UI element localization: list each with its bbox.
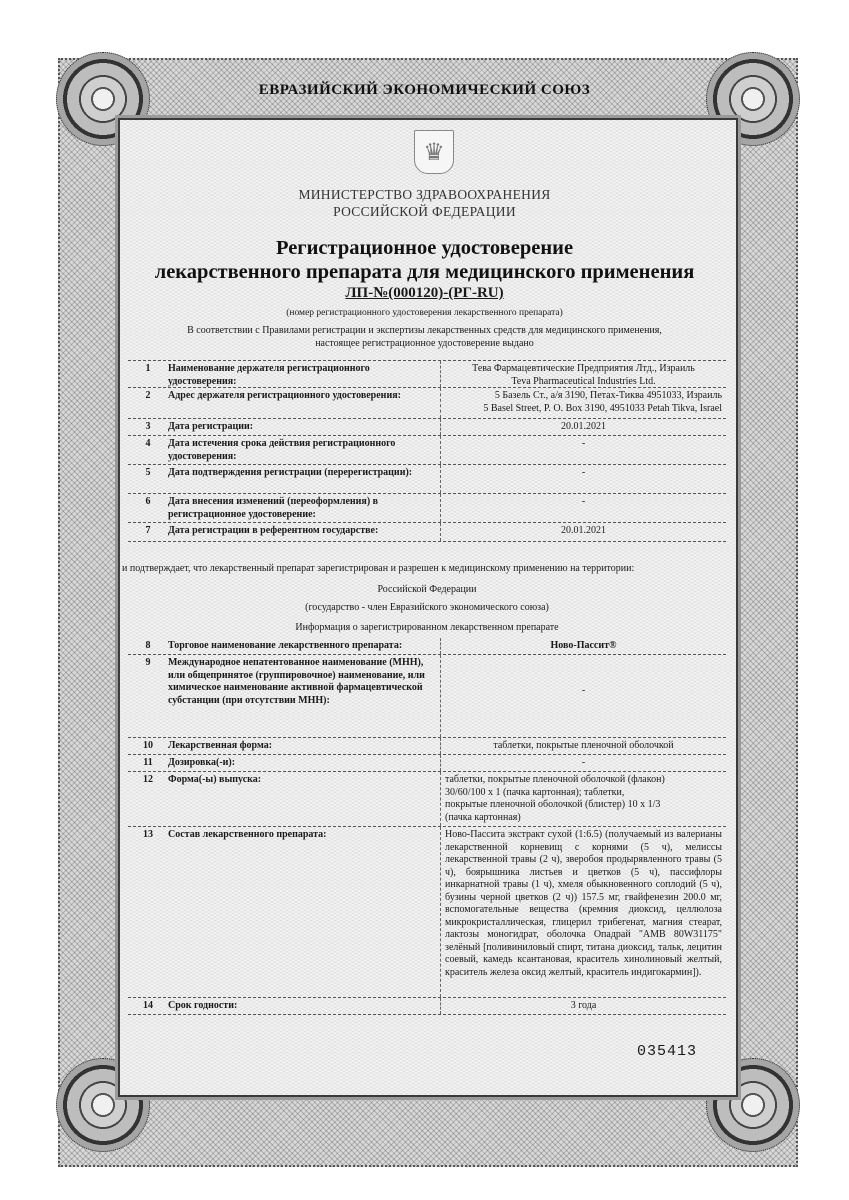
info-heading: Информация о зарегистрированном лекарственном препарате	[295, 622, 559, 633]
union-title: ЕВРАЗИЙСКИЙ ЭКОНОМИЧЕСКИЙ СОЮЗ	[258, 82, 591, 98]
registration-number-caption: (номер регистрационного удостоверения лекарственного препарата)	[286, 308, 563, 318]
table-row	[128, 827, 726, 998]
row-value: -	[581, 496, 586, 507]
row-label: Адрес держателя регистрационного удостоверения:	[168, 388, 441, 418]
table-row	[128, 772, 726, 827]
serial-number: 035413	[637, 1043, 698, 1060]
row-value: 20.01.2021	[561, 525, 606, 536]
row-number: 2	[145, 390, 151, 401]
row-label: Дозировка(-и):	[168, 755, 441, 771]
row-value: 20.01.2021	[561, 421, 606, 432]
composition: Ново-Пассита экстракт сухой (1:6.5) (получаемый из валерианы лекарственной корневищ с корнями (5 ч), мелиссы лекарственной травы (2 ч), зверобоя продырявленного травы (5 ч), боярышника листьев и цветков (5 ч), пассифлоры инкарнатной травы (1 ч), хмеля обыкновенного соплодий (5 ч), бузины черной цветков (2 ч)) 157.5 мг, гвайфенезин 200.0 мг, вспомогательные вещества (кремния диоксид, целлюлоза микрокристаллическая, глицерил трибегенат, магния стеарат, лактозы моногидрат, оболочка Опадрай "AMB 80W31175" зелёный [поливиниловый спирт, титана диоксид, тальк, лецитин соевый, камедь ксантановая, краситель хинолиновый желтый, краситель железа оксид желтый, краситель индигокармин]).	[445, 829, 722, 978]
row-number: 12	[143, 774, 153, 785]
row-number: 11	[143, 757, 153, 768]
row-value: -	[581, 757, 586, 768]
row-number: 13	[143, 829, 153, 840]
row-number: 7	[145, 525, 151, 536]
territory-caption: (государство - член Евразийского экономического союза)	[305, 602, 549, 613]
row-label: Лекарственная форма:	[168, 738, 441, 754]
ministry-line-2: РОССИЙСКОЙ ФЕДЕРАЦИИ	[333, 204, 516, 219]
table-row	[128, 494, 726, 523]
row-label: Дата внесения изменений (переоформления) в регистрационное удостоверение:	[168, 494, 441, 522]
table-row	[128, 419, 726, 436]
intro-line-2: настоящее регистрационное удостоверение выдано	[315, 338, 534, 349]
holder-table	[128, 360, 726, 542]
table-row	[128, 638, 726, 655]
coat-of-arms-icon: ♛	[414, 130, 454, 174]
registration-number: ЛП-№(000120)-(РГ-RU)	[345, 285, 504, 301]
drug-table	[128, 638, 726, 1015]
table-row	[128, 738, 726, 755]
row-number: 4	[145, 438, 151, 449]
territory: Российской Федерации	[377, 584, 477, 595]
intro-line-1: В соответствии с Правилами регистрации и экспертизы лекарственных средств для медицинского применения,	[187, 325, 662, 336]
row-number: 5	[145, 467, 151, 478]
row-number: 10	[143, 740, 153, 751]
row-number: 3	[145, 421, 151, 432]
row-value: таблетки, покрытые пленочной оболочкой (флакон) 30/60/100 x 1 (пачка картонная); таблетки, покрытые пленочной оболочкой (блистер) 10 x 1/3 (пачка картонная)	[445, 774, 665, 823]
confirmation-text: и подтверждает, что лекарственный препарат зарегистрирован и разрешен к медицинскому применению на территории:	[122, 563, 635, 574]
row-label: Дата регистрации:	[168, 419, 441, 435]
row-label: Дата регистрации в референтном государстве:	[168, 523, 441, 541]
title-line-2: лекарственного препарата для медицинского применения	[154, 261, 695, 283]
row-value: 5 Базель Ст., а/я 3190, Петах-Тиква 4951033, Израиль 5 Basel Street, P. O. Box 3190, 4951033 Petah Tikva, Israel	[483, 390, 722, 414]
row-label: Международное непатентованное наименование (МНН), или общепринятое (группировочное) наименование, или химическое наименование активной фармацевтической субстанции (при отсутствии МНН):	[168, 655, 441, 737]
row-number: 14	[143, 1000, 153, 1011]
ministry-name	[0, 186, 849, 220]
row-label: Дата подтверждения регистрации (перерегистрации):	[168, 465, 441, 493]
row-label: Срок годности:	[168, 998, 441, 1014]
title-line-1: Регистрационное удостоверение	[275, 237, 574, 259]
row-number: 9	[145, 657, 151, 668]
table-row	[128, 998, 726, 1015]
table-row	[128, 388, 726, 419]
row-label: Торговое наименование лекарственного препарата:	[168, 638, 441, 654]
trade-name: Ново-Пассит®	[550, 640, 617, 651]
document-title	[0, 236, 849, 284]
table-row	[128, 465, 726, 494]
row-value: -	[581, 438, 586, 449]
row-value: -	[581, 685, 586, 696]
row-value: -	[581, 467, 586, 478]
row-number: 8	[145, 640, 151, 651]
row-label: Форма(-ы) выпуска:	[168, 772, 441, 826]
intro-text	[150, 324, 699, 350]
table-row	[128, 523, 726, 542]
row-number: 1	[145, 363, 151, 374]
row-value: таблетки, покрытые пленочной оболочкой	[493, 740, 674, 751]
row-label: Состав лекарственного препарата:	[168, 827, 441, 997]
row-label: Наименование держателя регистрационного удостоверения:	[168, 361, 441, 387]
row-label: Дата истечения срока действия регистрационного удостоверения:	[168, 436, 441, 464]
table-row	[128, 655, 726, 738]
ministry-line-1: МИНИСТЕРСТВО ЗДРАВООХРАНЕНИЯ	[298, 187, 551, 202]
row-number: 6	[145, 496, 151, 507]
table-row	[128, 755, 726, 772]
shelf-life: 3 года	[570, 1000, 597, 1011]
table-row	[128, 361, 726, 388]
row-value: Тева Фармацевтические Предприятия Лтд., Израиль Teva Pharmaceutical Industries Ltd.	[472, 363, 695, 387]
table-row	[128, 436, 726, 465]
